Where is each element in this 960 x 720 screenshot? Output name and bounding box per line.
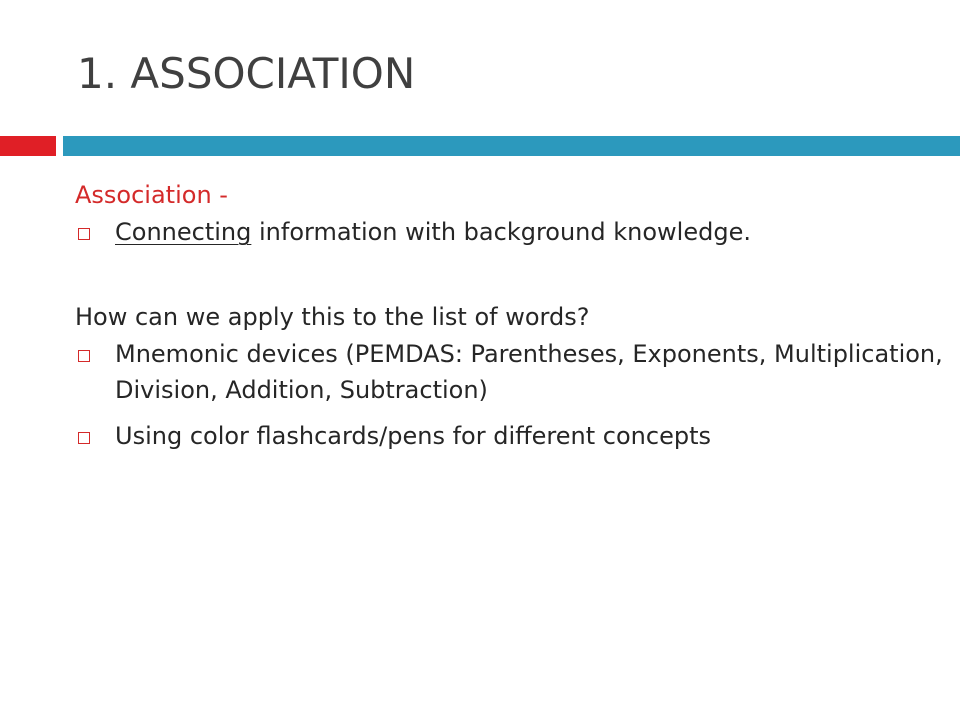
bullet-item-connecting	[75, 214, 945, 250]
hollow-square-icon	[78, 228, 90, 240]
underlined-term: Connecting	[115, 218, 252, 246]
association-heading: Association -	[75, 181, 228, 209]
accent-bar-red	[0, 136, 56, 156]
bullet-text: Using color flashcards/pens for different concepts	[115, 422, 711, 450]
bullet-text	[115, 214, 945, 250]
slide-body	[75, 176, 945, 454]
hollow-square-icon	[78, 432, 90, 444]
bullet-text: Mnemonic devices (PEMDAS: Parentheses, Exponents, Multiplication, Division, Addition, Subtraction)	[115, 340, 943, 404]
accent-bar-blue	[63, 136, 960, 156]
hollow-square-icon	[78, 350, 90, 362]
slide-title: 1. ASSOCIATION	[77, 49, 416, 98]
bullet-item-flashcards	[75, 418, 945, 454]
bullet-text-rest: information with background knowledge.	[251, 218, 751, 246]
bullet-item-mnemonic	[75, 336, 945, 408]
question-text: How can we apply this to the list of words?	[75, 303, 590, 331]
